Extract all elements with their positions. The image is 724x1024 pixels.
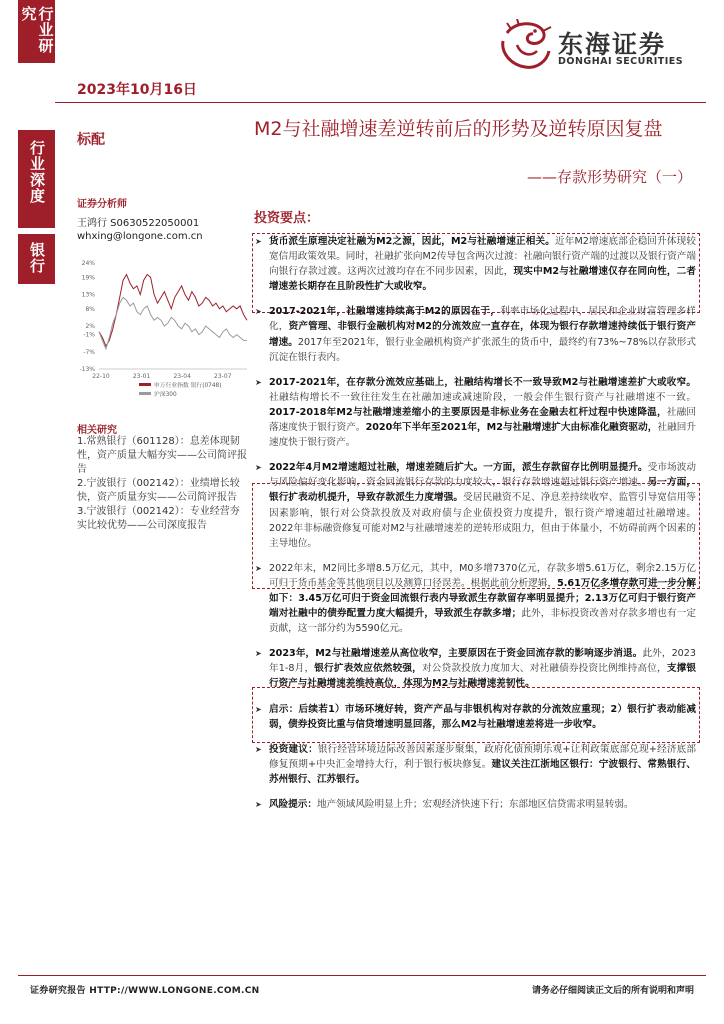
bullet-bold-text: 2017-2018年M2与社融增速差缩小的主要原因是非标业务在金融去杠杆过程中快速降温，: [269, 406, 667, 418]
bullet-bold-text: 2022年4月M2增速超过社融，增速差随后扩大。一方面，派生存款留存比例明显提升。: [269, 462, 648, 474]
bullet-text: 社融结构增长不一致往往发生在社融加速或减速阶段，一般会伴生银行资产与社融增速不一致。: [269, 391, 696, 403]
header-divider: [55, 102, 706, 103]
bullet-bold-text: 另一方面，银行扩表动机提升，导致存款派生力度增强。: [269, 477, 697, 504]
chart-series-line: [99, 297, 247, 349]
related-research-label: 相关研究: [77, 425, 117, 436]
investment-bullet: [254, 460, 696, 551]
sidebar-tag-label: 行业深度: [28, 140, 46, 204]
bullet-arrow-icon: ➤: [255, 377, 262, 387]
footer-disclaimer: 请务必仔细阅读正文后的所有说明和声明: [531, 986, 694, 996]
sidebar-tag-label: 银行: [28, 242, 46, 274]
chart-x-tick-label: 23-04: [173, 373, 191, 380]
related-research-item[interactable]: 2.宁波银行（002142）：业绩增长较快，资产质量夯实——公司简评报告: [77, 478, 240, 503]
bullet-text: 此外，非标投资改善对存款多增也有一定贡献，这一部分约为5590亿元。: [269, 608, 697, 635]
footer-divider: [18, 975, 706, 976]
bullet-text: 银行经营环境边际改善因素逐步聚集，政府化债预期乐观+让利政策底部兑现+经济底部修复预期+中央汇金增持大行，利于银行板块修复。: [269, 743, 697, 770]
bullet-bold-text: 启示：后续若1）市场环境好转，资产产品与非银机构对存款的分流效应重现；2）银行扩表动能减弱，债券投资比重与信贷增速明显回落，那么M2与社融增速差将进一步收窄。: [269, 703, 696, 730]
chart-x-tick-label: 23-01: [132, 373, 151, 380]
bullet-arrow-icon: ➤: [255, 649, 262, 659]
related-research-list: [77, 435, 249, 533]
bullet-text: 社融回升速度快于银行资产。: [269, 422, 697, 449]
chart-y-tick-label: -13%: [79, 366, 95, 373]
company-logo: [497, 17, 707, 77]
investment-bullet: [254, 561, 696, 636]
bullet-bold-text: 2020年下半年至2021年，M2与社融增速扩大由标准化融资驱动，: [365, 422, 658, 434]
related-research-item[interactable]: 3.宁波银行（002142）：专业经营夯实比较优势——公司深度报告: [77, 506, 240, 531]
chart-y-tick-label: 24%: [81, 260, 95, 267]
bullet-text: 2022年末，M2同比多增8.5万亿元，其中，M0多增7370亿元，存款多增5.61万亿，剩余2.15万亿可归于货币基金等其他项目以及测算口径误差。根据此前分析逻辑，: [269, 562, 696, 589]
bullet-bold-text: 现实中M2与社融增速仅存在同向性，二者增速差长期存在且阶段性扩大或收窄。: [269, 266, 696, 293]
sidebar-tag-label: 行业研究: [19, 6, 55, 54]
investment-bullet: [254, 646, 696, 691]
investment-points-list: [254, 234, 696, 822]
bullet-arrow-icon: ➤: [255, 307, 262, 317]
bullet-bold-text: 2017-2021年，社融增速持续高于M2的原因在于，: [269, 306, 501, 318]
investment-bullet: [254, 375, 696, 450]
chart-y-tick-label: -7%: [83, 348, 95, 356]
report-subtitle: ——存款形势研究（一）: [526, 168, 692, 186]
dragon-logo-icon: [497, 19, 555, 75]
bullet-text: 受居民融资不足、净息差持续收窄、监管引导宽信用等因素影响，银行对公贷款投放及对政府债与企业债投资力度提升，银行资产增速超过社融增速。2022年非标融资修复可能对M2与社融增速差的逆转形成阻力，但由于体量小，不妨碍前两个因素的主导地位。: [269, 492, 697, 549]
report-date: 2023年10月16日: [77, 82, 197, 98]
investment-points-title: 投资要点：: [254, 211, 320, 226]
chart-x-tick-label: 22-10: [92, 373, 110, 380]
bullet-bold-text: 投资建议：: [269, 743, 318, 755]
chart-y-tick-label: 2%: [85, 323, 95, 331]
sidebar-tag-bank: [18, 234, 55, 284]
sidebar-tag-industry-research: [18, 0, 55, 63]
chart-series-line: [99, 275, 247, 347]
investment-bullet: [254, 304, 696, 364]
investment-bullet: [254, 742, 696, 787]
bullet-arrow-icon: ➤: [255, 563, 262, 573]
bullet-bold-text: 2023年，M2与社融增速差从高位收窄，主要原因在于资金回流存款的影响逐步消退。: [269, 648, 643, 660]
industry-rating: 标配: [77, 132, 105, 148]
analyst-label: 证券分析师: [77, 199, 127, 210]
chart-legend-label: 申万行业指数 银行(0748): [154, 383, 222, 389]
chart-legend-swatch: [139, 383, 151, 386]
chart-x-tick-label: 23-07: [214, 373, 232, 380]
bullet-arrow-icon: ➤: [255, 800, 262, 809]
bullet-arrow-icon: ➤: [255, 704, 262, 714]
bullet-text: 社融回落速度快于银行资产。: [269, 406, 697, 434]
report-title: M2与社融增速差逆转前后的形势及逆转原因复盘: [254, 118, 663, 140]
investment-bullet: [254, 797, 696, 812]
chart-y-tick-label: 8%: [85, 305, 95, 313]
chart-y-tick-label: 19%: [81, 274, 95, 282]
bullet-arrow-icon: ➤: [255, 463, 262, 473]
bullet-text: 对公贷款投放力度加大、对社融债券投资比例维持高位，: [421, 663, 667, 675]
investment-bullet: [254, 702, 696, 732]
bullet-text: 受市场波动与风险偏好变化影响，资金回流银行存款的力度较大，银行存款增速超过银行资产增速。: [269, 462, 697, 489]
bullet-bold-text: 资产管理、非银行金融机构对M2的分流效应一直存在，体现为银行存款增速持续低于银行资产增速。: [269, 321, 696, 348]
bullet-text: 近年M2增速底部企稳回升体现较宽信用政策效果。同时，社融扩张向M2传导包含两次过渡：社融向银行资产端的过渡以及银行资产端向银行存款过渡。这两次过渡均存在不同步因素，因此，: [269, 236, 696, 278]
footer-website: 证券研究报告 HTTP://WWW.LONGONE.COM.CN: [30, 986, 260, 996]
bullet-text: 2017年至2021年，银行业金融机构资产扩张派生的货币中，最终约有73%~78%以存款形式沉淀在银行表内。: [269, 336, 697, 363]
chart-legend-swatch: [139, 392, 151, 395]
bullet-bold-text: 风险提示：: [269, 799, 317, 810]
bullet-arrow-icon: ➤: [255, 237, 262, 246]
bullet-bold-text: 5.61万亿多增存款可进一步分解如下：3.45万亿可归于资金回流银行表内导致派生存款留存率明显提升；2.13万亿可归于银行资产端对社融中的债券配置力度大幅提升，导致派生存款多增；: [269, 577, 697, 620]
bullet-bold-text: 银行扩表效应依然较强，: [314, 663, 422, 675]
logo-chinese-name: 东海证券: [558, 30, 667, 59]
chart-y-tick-label: 13%: [81, 291, 95, 299]
bullet-bold-text: 货币派生原理决定社融为M2之源，因此，M2与社融增速正相关。: [269, 236, 555, 247]
chart-legend-label: 沪深300: [154, 392, 177, 398]
analyst-name: 王鸿行 S0630522050001: [77, 218, 200, 229]
bullet-bold-text: 2017-2021年，在存款分流效应基础上，社融结构增长不一致导致M2与社融增速差扩大或收窄。: [269, 376, 696, 388]
bullet-bold-text: 建议关注江浙地区银行：宁波银行、常熟银行、苏州银行、江苏银行。: [269, 758, 697, 785]
investment-bullet: [254, 234, 696, 294]
related-research-item[interactable]: 1.常熟银行（601128）：息差体现韧性，资产质量大幅夯实——公司简评报告: [77, 436, 247, 475]
chart-y-tick-label: -1%: [83, 331, 95, 339]
bullet-text: 此外，2023年1-8月，: [269, 648, 696, 675]
bullet-text: 利率市场化过程中，居民和企业财富管理多样化，: [269, 306, 697, 333]
logo-english-name: DONGHAI SECURITIES: [558, 56, 684, 67]
performance-chart: [77, 257, 249, 407]
bullet-arrow-icon: ➤: [255, 744, 262, 754]
bullet-bold-text: 支撑银行资产与社融增速差维持高位，体现为M2与社融增速差韧性。: [269, 663, 697, 690]
bullet-text: 地产领域风险明显上升；宏观经济快速下行；东部地区信贷需求明显转弱。: [316, 799, 634, 810]
sidebar-tag-industry-depth: [18, 130, 55, 228]
analyst-email: whxing@longone.com.cn: [77, 231, 203, 242]
